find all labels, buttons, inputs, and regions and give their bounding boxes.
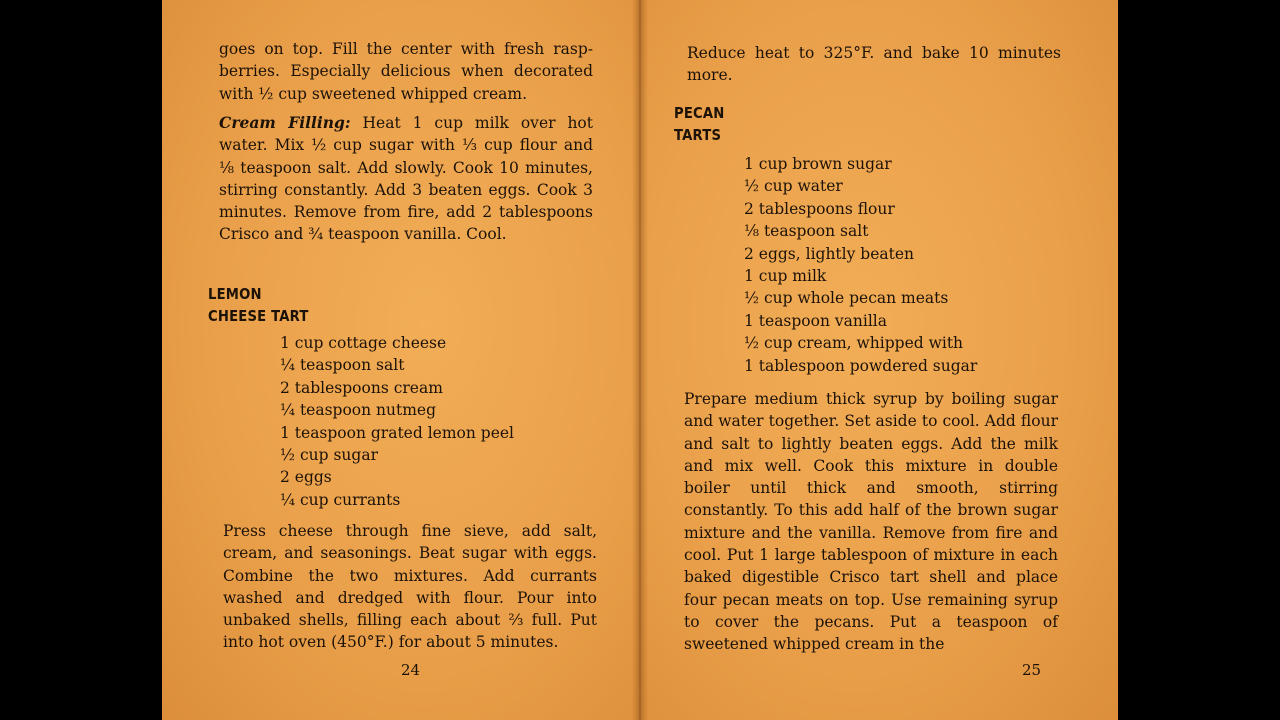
page-number-right: 25	[1022, 661, 1042, 679]
ingredient-item: 2 tablespoons cream	[280, 378, 443, 397]
pecan-tarts-directions: Prepare medium thick syrup by boiling sugar and water together. Set aside to cool. Add flour and salt to lightly beaten eggs. Add the milk and mix well. Cook this mixture in double boiler until thick and smooth, stirring constantly. To this add half of the brown sugar mixture and the vanilla. Remove from fire and cool. Put 1 large tablespoon of mixture in each baked digestible Crisco tart shell and place four pecan meats on top. Use remaining syrup to cover the pecans. Put a teaspoon of sweetened whipped cream in the	[684, 390, 1058, 654]
left-intro-paragraph: goes on top. Fill the center with fresh rasp-berries. Especially delicious when decorated with ½ cup sweetened whipped cream.	[219, 40, 593, 103]
left-page	[162, 0, 640, 720]
cream-filling-text: Heat 1 cup milk over hot water. Mix ½ cup sugar with ⅓ cup flour and ⅛ teaspoon salt. Add slowly. Cook 10 minutes, stirring constantly. Add 3 beaten eggs. Cook 3 minutes. Remove from fire, add 2 tablespoons Crisco and ¾ teaspoon vanilla. Cool.	[219, 114, 593, 244]
heading-line: TARTS	[674, 126, 722, 144]
ingredient-item: 2 eggs, lightly beaten	[744, 244, 915, 263]
ingredient-item: 2 tablespoons flour	[744, 199, 895, 218]
ingredient-item: ¼ cup currants	[280, 490, 401, 509]
heading-line: LEMON	[208, 285, 262, 303]
lemon-cheese-tart-heading	[208, 283, 309, 327]
page-number-left: 24	[401, 661, 421, 679]
ingredient-item: 1 tablespoon powdered sugar	[744, 356, 978, 375]
heading-line: CHEESE TART	[208, 307, 309, 325]
ingredient-item: ¼ teaspoon nutmeg	[280, 401, 437, 420]
ingredient-item: 1 cup brown sugar	[744, 155, 892, 173]
ingredient-item: ¼ teaspoon salt	[280, 356, 405, 375]
pecan-tarts-heading	[674, 102, 725, 146]
ingredient-item: ½ cup water	[744, 177, 843, 196]
ingredient-item: ⅛ teaspoon salt	[744, 222, 869, 241]
lemon-cheese-tart-directions: Press cheese through fine sieve, add salt, cream, and seasonings. Beat sugar with eggs. Combine the two mixtures. Add currants washed and dredged with flour. Pour into unbaked shells, filling each about ⅔ full. Put into hot oven (450°F.) for about 5 minutes.	[223, 522, 597, 652]
ingredient-item: 1 teaspoon grated lemon peel	[280, 423, 514, 442]
ingredient-item: ½ cup cream, whipped with	[744, 334, 964, 353]
ingredient-item: 1 teaspoon vanilla	[744, 311, 887, 330]
right-intro-paragraph: Reduce heat to 325°F. and bake 10 minutes more.	[687, 44, 1061, 85]
ingredient-item: ½ cup whole pecan meats	[744, 289, 949, 308]
ingredient-item: 1 cup milk	[744, 267, 827, 286]
ingredient-item: 1 cup cottage cheese	[280, 334, 447, 352]
ingredient-item: 2 eggs	[280, 468, 332, 487]
open-recipe-booklet	[162, 0, 1118, 720]
cream-filling-paragraph	[219, 112, 593, 246]
heading-line: PECAN	[674, 104, 725, 122]
ingredient-item: ½ cup sugar	[280, 446, 378, 465]
book-gutter-fold	[632, 0, 648, 720]
right-page	[640, 0, 1118, 720]
cream-filling-label: Cream Filling:	[219, 113, 351, 132]
pecan-tarts-ingredients	[744, 153, 977, 377]
lemon-cheese-tart-ingredients	[280, 332, 514, 511]
